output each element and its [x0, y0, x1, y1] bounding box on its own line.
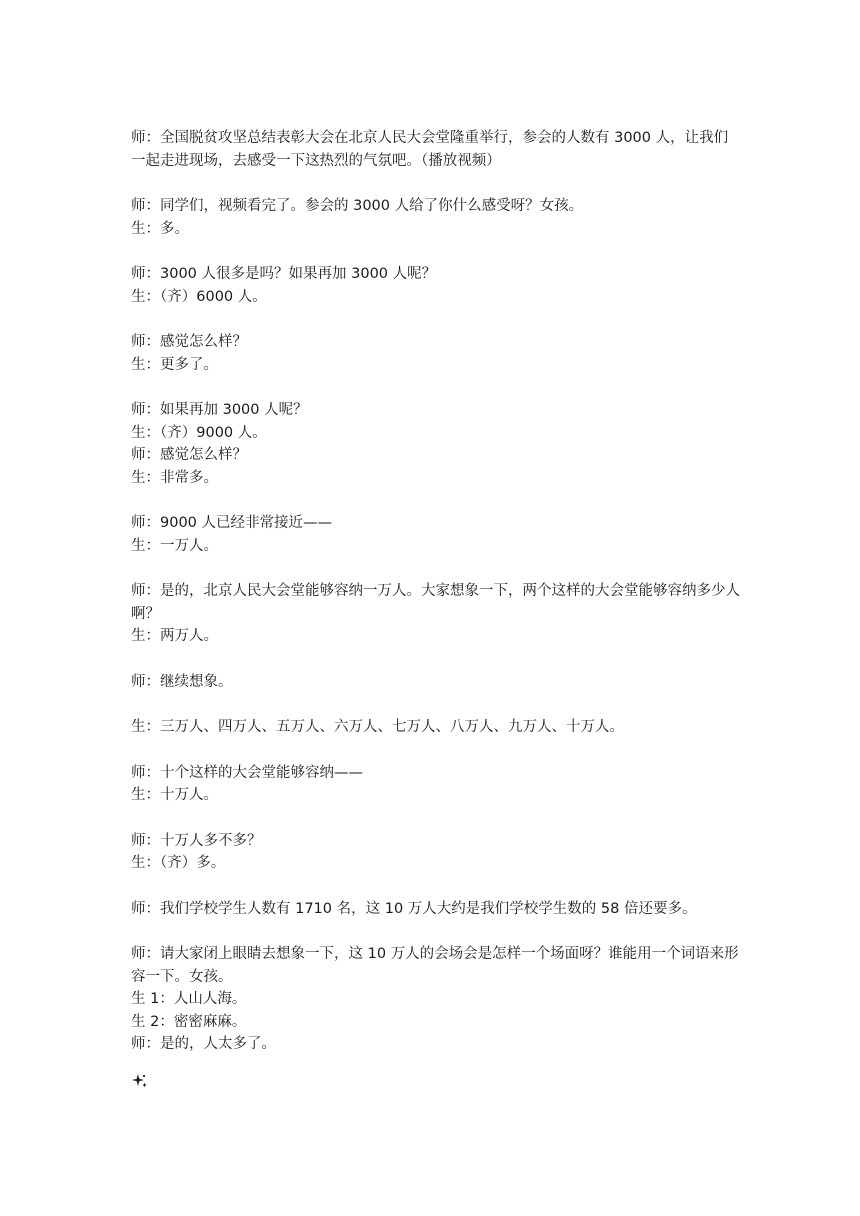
dialogue-paragraph — [131, 331, 741, 376]
dialogue-line: 生：（齐）多。 — [131, 855, 226, 871]
dialogue-line: 师：感觉怎么样？ — [131, 447, 247, 463]
dialogue-line: 师：3000 人很多是吗？如果再加 3000 人呢？ — [131, 266, 437, 282]
dialogue-paragraph — [131, 127, 741, 172]
dialogue-line: 生 1：人山人海。 — [131, 991, 247, 1007]
dialogue-line: 师：十万人多不多？ — [131, 832, 262, 849]
dialogue-line: 师：继续想象。 — [131, 673, 233, 690]
dialogue-line: 师：我们学校学生人数有 1710 名，这 10 万人大约是我们学校学生数的 58 倍还要多。 — [131, 900, 697, 917]
dialogue-line: 生：三万人、四万人、五万人、六万人、七万人、八万人、九万人、十万人。 — [131, 719, 624, 735]
dialogue-line: 师：是的，人太多了。 — [131, 1036, 276, 1052]
dialogue-line: 师：是的，北京人民大会堂能够容纳一万人。大家想象一下，两个这样的大会堂能够容纳多少人啊？ — [131, 583, 740, 622]
dialogue-paragraph — [131, 580, 741, 648]
dialogue-line: 生：一万人。 — [131, 537, 218, 554]
dialogue-paragraph — [131, 671, 741, 694]
dialogue-line: 师：9000 人已经非常接近—— — [131, 515, 333, 531]
dialogue-line: 师：同学们，视频看完了。参会的 3000 人给了你什么感受呀？女孩。 — [131, 198, 584, 214]
dialogue-line: 师：全国脱贫攻坚总结表彰大会在北京人民大会堂隆重举行，参会的人数有 3000 人，让我们一起走进现场，去感受一下这热烈的气氛吧。（播放视频） — [131, 130, 729, 169]
sparkle-icon[interactable] — [131, 1073, 149, 1091]
dialogue-line: 生：非常多。 — [131, 469, 218, 486]
dialogue-line: 师：十个这样的大会堂能够容纳—— — [131, 764, 363, 781]
dialogue-line: 师：如果再加 3000 人呢？ — [131, 402, 308, 418]
dialogue-line: 生：（齐）6000 人。 — [131, 288, 267, 305]
dialogue-paragraph — [131, 898, 741, 921]
dialogue-paragraph — [131, 762, 741, 807]
dialogue-line: 师：请大家闭上眼睛去想象一下，这 10 万人的会场会是怎样一个场面呀？谁能用一个词语来形容一下。女孩。 — [131, 946, 739, 985]
dialogue-paragraph — [131, 716, 741, 739]
dialogue-paragraph — [131, 399, 741, 489]
dialogue-line: 生：更多了。 — [131, 356, 218, 373]
dialogue-paragraph — [131, 195, 741, 240]
dialogue-line: 师：感觉怎么样？ — [131, 334, 247, 350]
dialogue-paragraph — [131, 943, 741, 1056]
dialogue-line: 生：十万人。 — [131, 787, 218, 803]
document-body — [131, 127, 741, 1079]
dialogue-line: 生：两万人。 — [131, 628, 218, 644]
dialogue-line: 生：多。 — [131, 220, 189, 237]
dialogue-paragraph — [131, 830, 741, 875]
dialogue-line: 生 2：密密麻麻。 — [131, 1013, 247, 1030]
dialogue-paragraph — [131, 263, 741, 308]
dialogue-line: 生：（齐）9000 人。 — [131, 424, 267, 441]
dialogue-paragraph — [131, 512, 741, 557]
